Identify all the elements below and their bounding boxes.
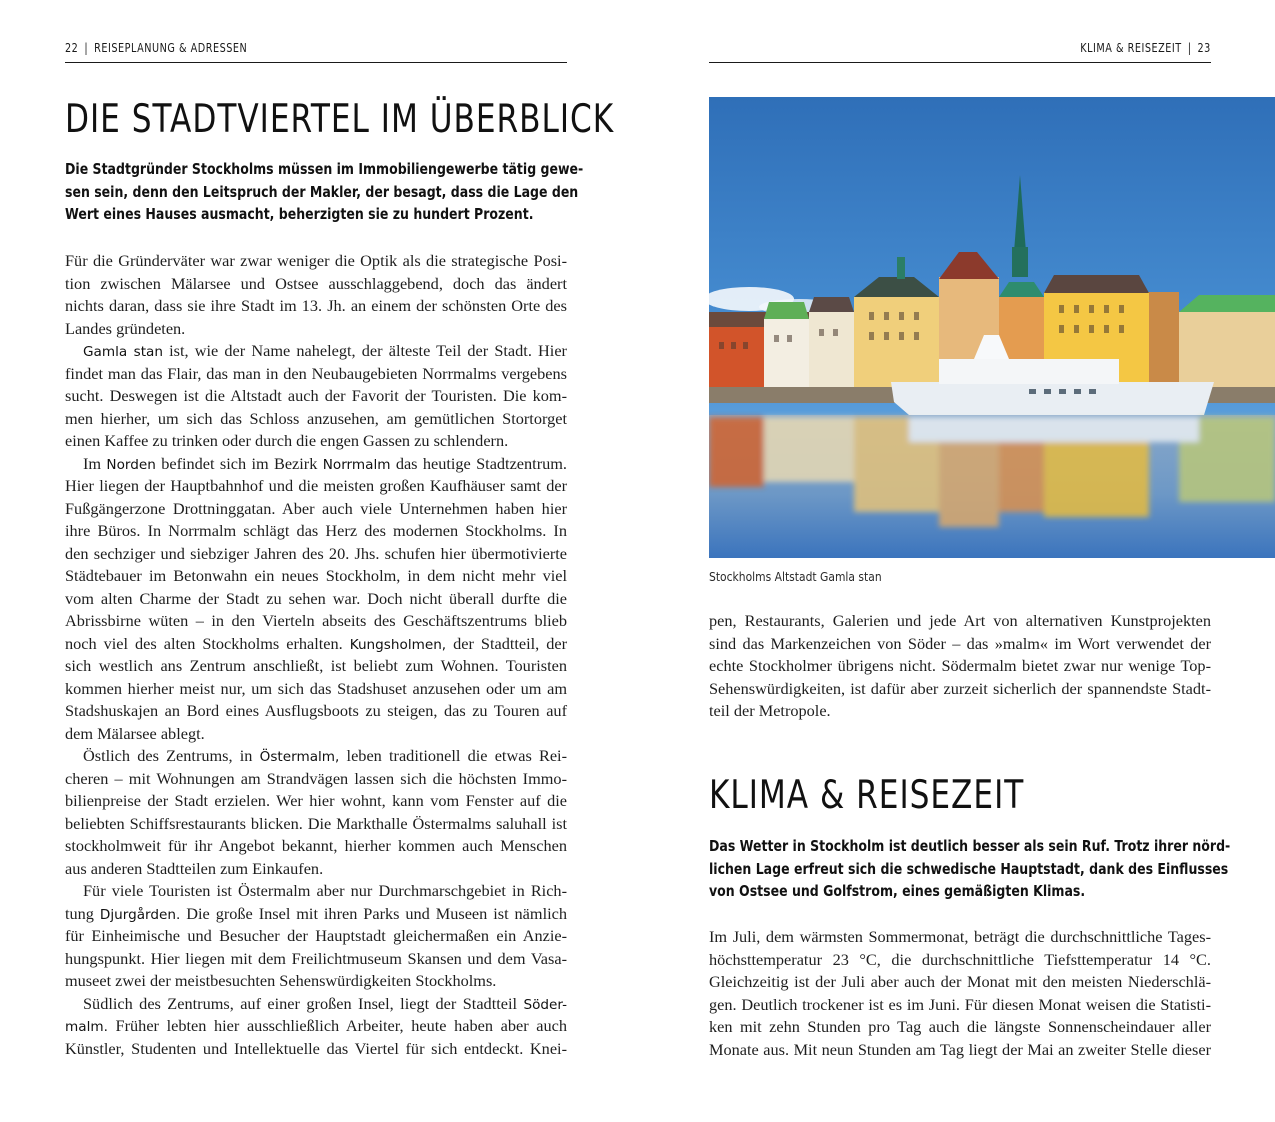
place-keyword: Kungsholmen, [349,636,447,653]
text-run: beliebten Schiffsrestaurants blicken. Die Markthalle Östermalms saluhall ist [65,813,567,833]
text-run: aus anderen Stadtteilen zum Einkaufen. [65,858,324,878]
text-line [65,745,567,768]
text-line [65,858,567,881]
text-run: tion zwischen Mälarsee und Ostsee ausschlaggebend, doch das ändert [65,273,567,293]
text-line [65,363,567,386]
text-line [65,250,567,273]
text-line [65,453,567,476]
text-line [709,655,1211,678]
text-run: men hierher, um sich das Schloss anzusehen, am gemütlichen Stortorget [65,408,567,428]
text-line [65,723,567,746]
text-run: Im [83,453,107,473]
text-run: sucht. Deswegen ist die Altstadt auch der Favorit der Touristen. Die kom- [65,386,567,405]
text-line [65,498,567,521]
separator: | [1187,40,1192,55]
text-run: für Einheimische und Besucher der Hauptstadt gleichermaßen ein Anzie- [65,926,567,945]
section-name: KLIMA & REISEZEIT [1080,40,1182,55]
text-run: der Stadtteil, der [446,633,568,653]
text-run: museet zwei der meistbesuchten Sehenswürdigkeiten Stockholms. [65,971,497,990]
text-line [65,1015,567,1038]
body-text [709,926,1211,1061]
text-run: cheren – mit Wohnungen am Strandvägen lassen sich die höchsten Immo- [65,768,567,788]
text-line [65,835,567,858]
text-line [65,925,567,948]
text-run: findet man das Flair, das man in den Neubaugebieten Norrmalms vergebens [65,363,567,383]
text-run: teil der Metropole. [709,701,831,720]
running-head-right [709,39,1211,63]
text-line [65,1038,567,1061]
lead-line: Wert eines Hauses ausmacht, beherzigten sie zu hundert Prozent. [65,205,534,224]
text-line [65,295,567,318]
text-run: leben traditionell die etwas Rei- [339,746,567,765]
text-line [65,970,567,993]
text-run: Für viele Touristen ist Östermalm aber nur Durchmarschgebiet in Rich- [83,881,567,900]
text-run: Für die Gründerväter war zwar weniger die Optik als die strategische Posi- [65,251,567,270]
text-line [65,948,567,971]
text-run: Südlich des Zentrums, auf einer großen Insel, liegt der Stadtteil [83,993,524,1013]
text-run: Abrissbirne wüten – in den Vierteln abseits des Geschäftszentrums blieb [65,611,567,630]
text-line [709,971,1211,994]
text-line [65,880,567,903]
text-line [709,926,1211,949]
text-run: nichts daran, dass sie ihre Stadt im 13. Jh. an einem der schönsten Orte des [65,296,567,315]
text-line [65,588,567,611]
text-run: Die große Insel mit ihren Parks und Museen ist nämlich [180,903,567,923]
text-run: bilienpreise der Stadt erzielen. Wer hier wohnt, kann vom Fenster auf die [65,791,567,810]
text-line [65,903,567,926]
lead-line: von Ostsee und Golfstrom, eines gemäßigten Klimas. [709,882,1086,901]
place-keyword: Gamla stan [83,344,163,360]
text-line [65,993,567,1016]
text-run: gen. Deutlich trockener ist es im Juni. Für diesen Monat weisen die Statisti- [709,994,1211,1014]
text-run: tung [65,903,100,923]
photo-caption: Stockholms Altstadt Gamla stan [709,569,882,584]
page-number: 23 [1197,40,1211,55]
text-run: dem Mälarsee ablegt. [65,723,205,743]
text-run: Monate aus. Mit neun Stunden am Tag liegt der Mai an zweiter Stelle dieser [709,1039,1211,1059]
text-line [709,1016,1211,1039]
section-name: REISEPLANUNG & ADRESSEN [94,40,248,55]
text-run: Künstler, Studenten und Intellektuelle das Viertel für sich entdeckt. Knei- [65,1038,567,1058]
stockholm-gamla-stan-photo [709,97,1275,558]
text-line [65,520,567,543]
text-run: hungspunkt. Hier liegen mit dem Freilichtmuseum Skansen und dem Vasa- [65,948,567,968]
text-line [709,994,1211,1017]
separator: | [84,40,89,55]
text-run: Hier liegen der Hauptbahnhof und die meisten großen Kaufhäuser samt der [65,476,567,495]
text-line [65,543,567,566]
lead-line: sen sein, denn den Leitspruch der Makler, der besagt, dass die Lage den [65,182,579,201]
text-line [65,813,567,836]
text-run: sich westlich ans Zentrum anschließt, ist beliebt zum Wohnen. Touristen [65,656,567,675]
text-line [65,318,567,341]
text-line [65,678,567,701]
place-keyword: malm. [65,1019,108,1035]
section-title: KLIMA & REISEZEIT [709,773,1025,818]
text-run: Stadshuskajen an Bord eines Ausflugsboots zu steigen, das zu Touren auf [65,701,567,720]
page-title: DIE STADTVIERTEL IM ÜBERBLICK [65,97,615,142]
text-run: Sehenswürdigkeiten, ist dafür aber zurzeit sicherlich der spannendste Stadt- [709,678,1211,698]
text-run: Landes gründeten. [65,318,186,338]
place-keyword: Djurgården. [99,906,181,923]
body-text-continued [709,610,1211,723]
text-line [65,408,567,431]
lead-line: Die Stadtgründer Stockholms müssen im Immobiliengewerbe tätig gewe- [65,160,584,178]
text-run: Gleichzeitig ist der Juli aber auch der Monat mit den meisten Niederschlä- [709,972,1211,991]
text-run: befindet sich im Bezirk [155,453,323,473]
text-line [65,700,567,723]
text-run: das heutige Stadtzentrum. [390,453,567,473]
text-line [65,385,567,408]
place-keyword: Östermalm, [259,749,340,765]
text-run: stockholmweit für ihr Angebot bekannt, hierher kommen auch Menschen [65,836,567,855]
text-run: sind das Markenzeichen von Söder – das »malm« im Wort verwendet der [709,633,1211,653]
text-run: höchsttemperatur 23 °C, die durchschnittliche Tiefsttemperatur 14 °C. [709,949,1211,969]
running-head-left [65,39,567,63]
text-run: noch viel des alten Stockholms erhalten. [65,633,350,653]
lead-line: Das Wetter in Stockholm ist deutlich besser als sein Ruf. Trotz ihrer nörd- [709,837,1231,855]
text-run: Im Juli, dem wärmsten Sommermonat, beträgt die durchschnittliche Tages- [709,927,1211,946]
text-line [65,610,567,633]
text-line [709,633,1211,656]
text-line [65,273,567,296]
text-line [65,340,567,363]
text-run: ken mit zehn Stunden pro Tag auch die längste Sonnenscheindauer aller [709,1017,1211,1036]
text-run: kommen hierher meist nur, um sich das Stadshuset anzusehen oder um am [65,678,567,698]
text-run: Früher lebten hier ausschließlich Arbeiter, heute haben aber auch [107,1016,567,1035]
lead-paragraph [709,835,1231,903]
text-line [709,610,1211,633]
text-line [709,700,1211,723]
body-text [65,250,567,1060]
text-line [65,768,567,791]
text-run: Östlich des Zentrums, in [83,746,260,765]
place-keyword: Norden [106,456,156,473]
text-run: pen, Restaurants, Galerien und jede Art von alternativen Kunstprojekten [709,611,1211,630]
text-run: einen Kaffee zu trinken oder durch die engen Gassen zu schlendern. [65,431,509,450]
text-line [709,949,1211,972]
text-line [65,633,567,656]
place-keyword: Norrmalm [322,456,391,473]
text-line [65,475,567,498]
text-line [65,790,567,813]
page-number: 22 [65,40,79,55]
text-run: Städtebauer im Betonwahn ein neues Stockholm, in dem nicht mehr viel [65,566,567,585]
text-line [709,1039,1211,1062]
lead-paragraph [65,158,584,226]
text-run: den sechziger und siebziger Jahren des 20. Jhs. schufen hier übermotivierte [65,543,567,563]
text-line [65,430,567,453]
text-run: Fußgängerzone Drottninggatan. Aber auch viele Unternehmen haben hier [65,498,567,518]
text-line [65,565,567,588]
text-run: echte Stockholmer übrigens nicht. Södermalm bietet zwar nur wenige Top- [709,656,1211,675]
text-line [65,655,567,678]
text-run: ist, wie der Name nahelegt, der älteste Teil der Stadt. Hier [162,341,567,360]
lead-line: lichen Lage erfreut sich die schwedische Hauptstadt, dank des Einflusses [709,859,1229,878]
place-keyword: Söder- [523,996,567,1013]
text-run: vom alten Charme der Stadt zu sehen war. Doch nicht überall durfte die [65,588,567,608]
text-run: ihre Büros. In Norrmalm schlägt das Herz des modernen Stockholms. In [65,521,567,540]
text-line [709,678,1211,701]
